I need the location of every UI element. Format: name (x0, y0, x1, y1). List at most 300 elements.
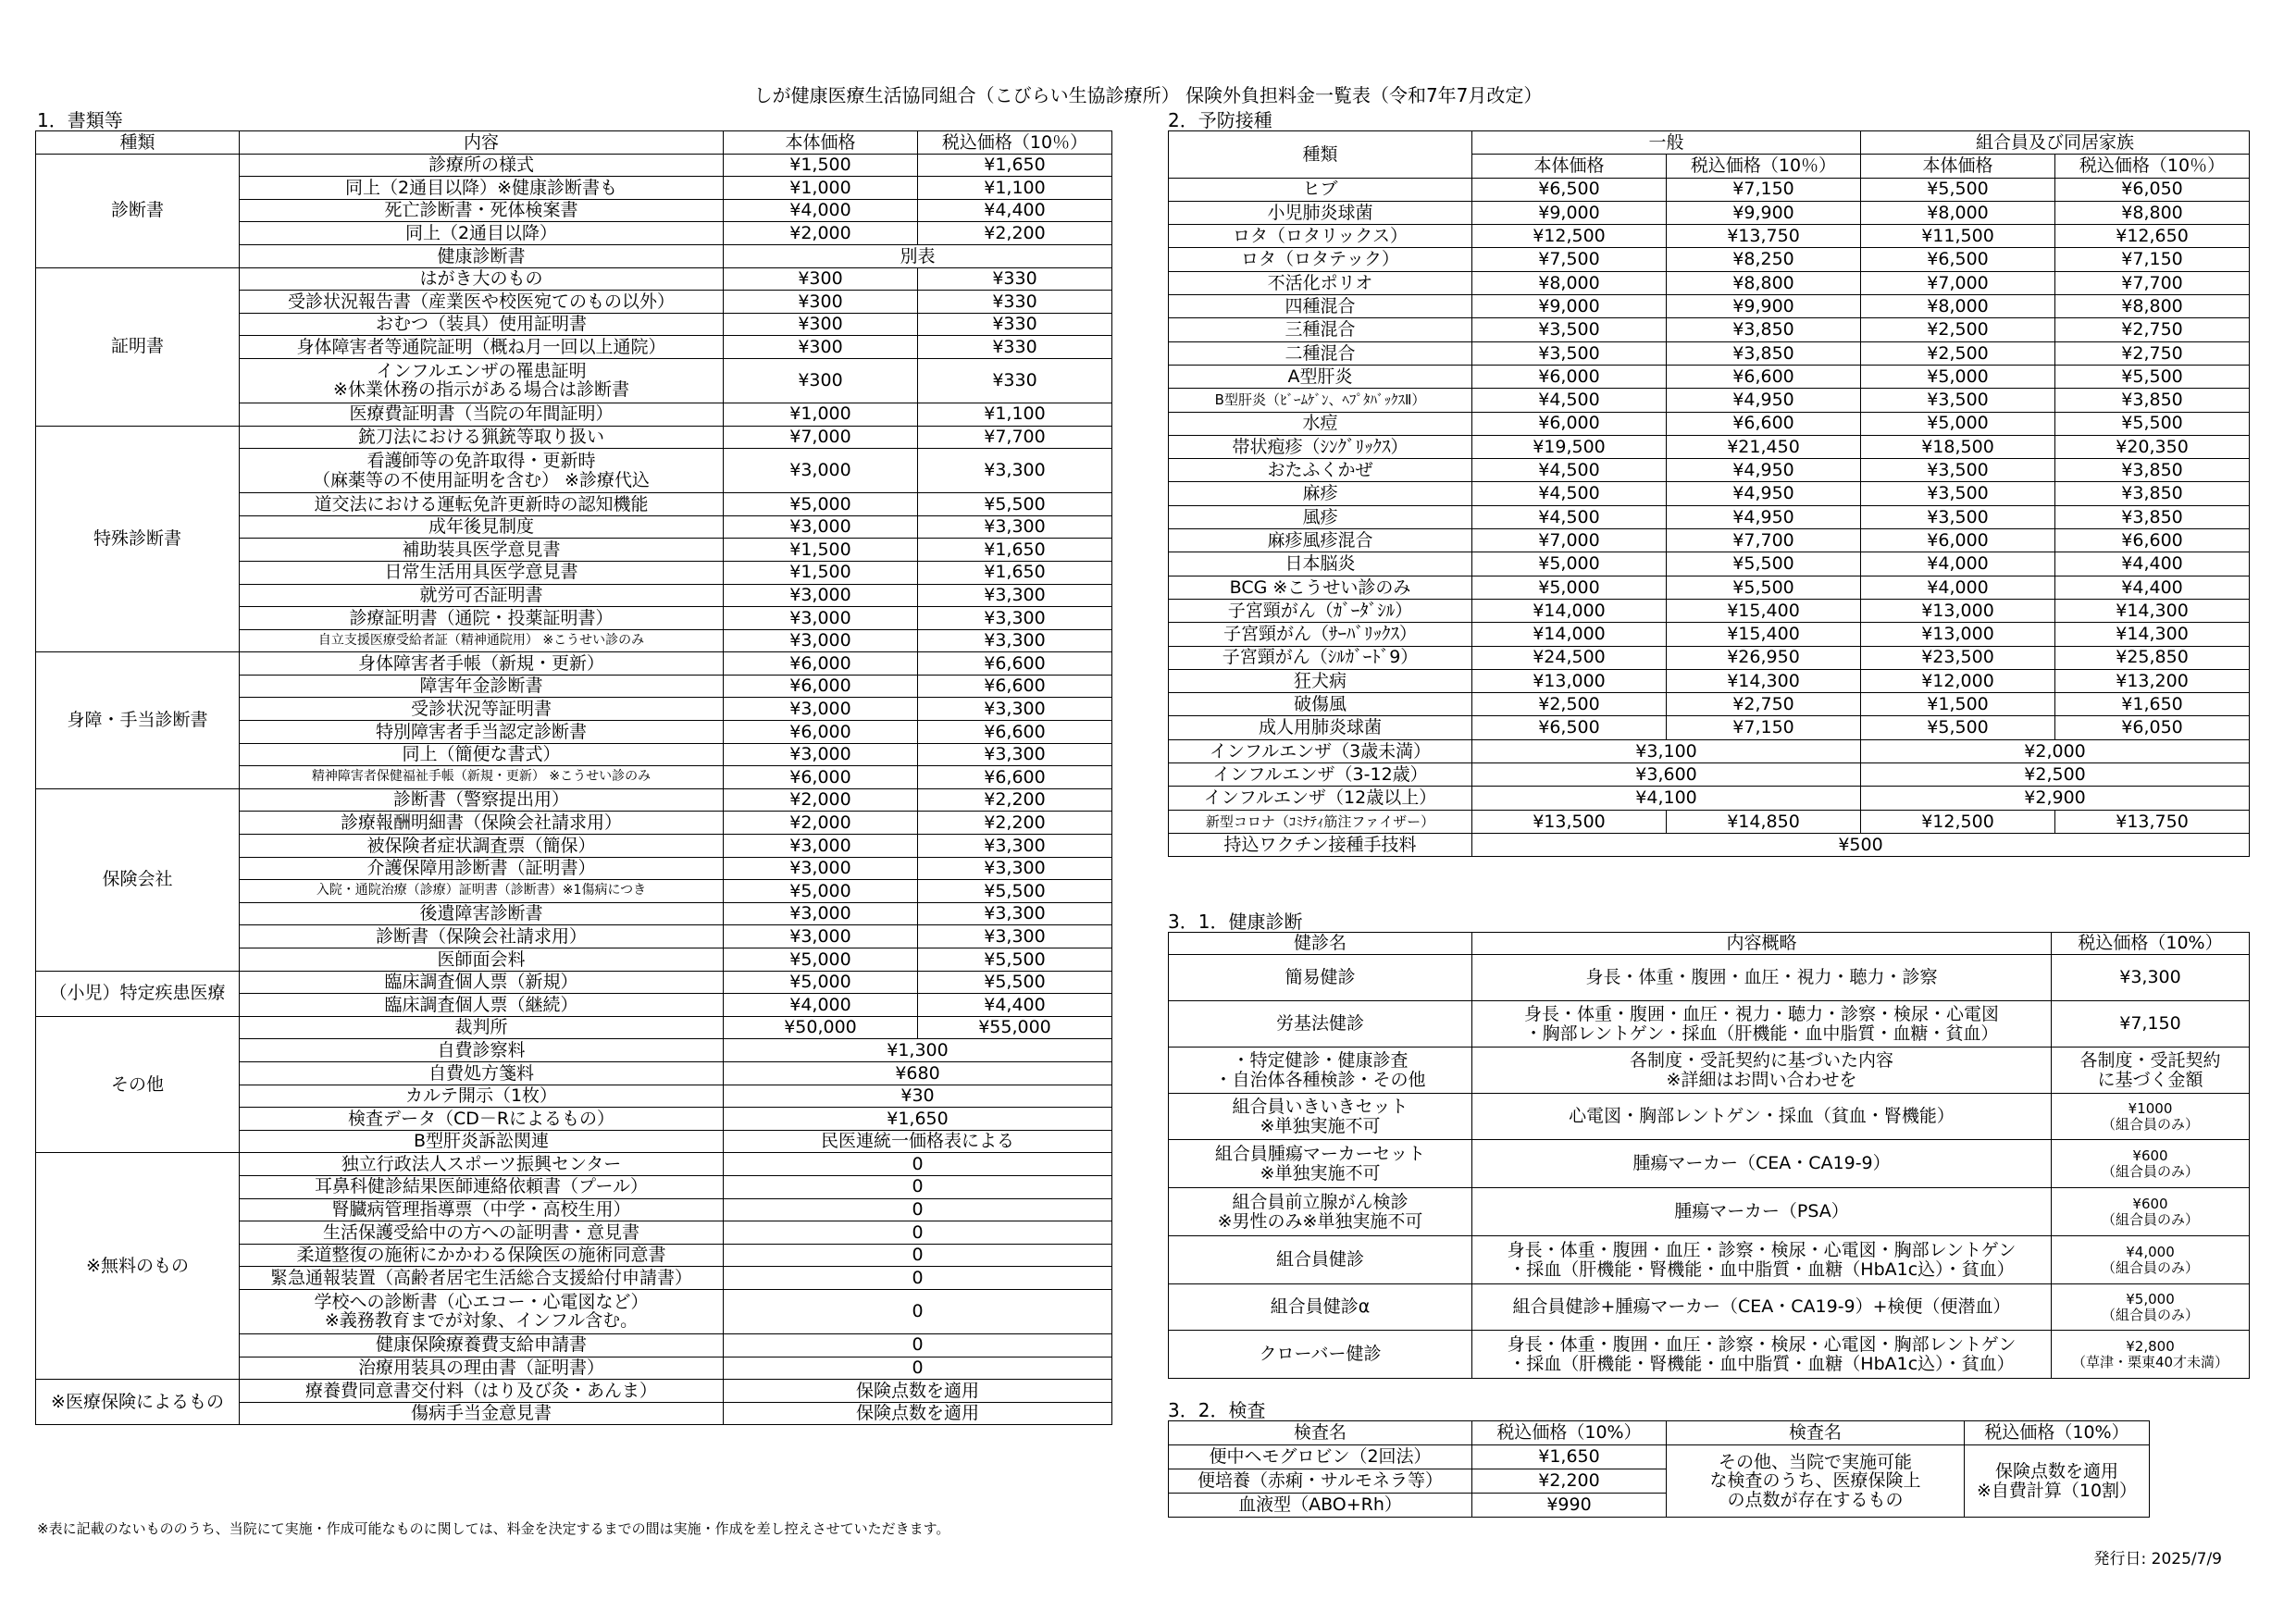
vaccine-price: ¥14,850 (1667, 810, 1861, 833)
vaccine-price: ¥3,850 (2055, 389, 2250, 412)
vaccine-price: ¥8,000 (1861, 295, 2055, 318)
text-line: 組合員いきいきセット (1232, 1096, 1409, 1117)
text-line: （組合員のみ） (2101, 1306, 2199, 1323)
base-price: ¥3,000 (724, 698, 918, 721)
text-line: の点数が存在するもの (1727, 1489, 1904, 1510)
item-content: 被保険者症状調査票（簡保） (240, 835, 724, 858)
test-name: 便中ヘモグロビン（2回法） (1169, 1445, 1472, 1469)
item-content (240, 358, 724, 403)
tax-price: ¥1,650 (918, 154, 1112, 177)
item-content: 補助装具医学意見書 (240, 539, 724, 562)
tax-price: ¥330 (918, 267, 1112, 291)
vaccine-price: ¥6,600 (1667, 365, 1861, 388)
base-price: ¥1,000 (724, 177, 918, 200)
vaccine-price: ¥12,650 (2055, 225, 2250, 248)
text-line: ※詳細はお問い合わせを (1666, 1069, 1857, 1090)
base-price: ¥5,000 (724, 493, 918, 516)
text-line: 組合員健診α (1270, 1296, 1371, 1318)
item-content: 精神障害者保健福祉手帳（新規・更新） ※こうせい診のみ (240, 766, 724, 789)
vaccine-price: ¥7,150 (2055, 248, 2250, 271)
table-row (1169, 1048, 2250, 1094)
vaccine-price: ¥14,300 (2055, 599, 2250, 622)
category-label: 証明書 (36, 267, 240, 426)
tax-price: ¥3,300 (918, 449, 1112, 493)
vaccine-price: ¥13,750 (2055, 810, 2250, 833)
column-header: 健診名 (1169, 933, 1472, 955)
table-row (1169, 318, 2250, 341)
vaccine-price: ¥9,900 (1667, 295, 1861, 318)
vaccine-price: ¥6,500 (1472, 716, 1667, 739)
table-row (1169, 459, 2250, 482)
text-line: 身長・体重・腹囲・血圧・診察・検尿・心電図・胸部レントゲン (1507, 1239, 2017, 1260)
vaccine-price: ¥4,950 (1667, 389, 1861, 412)
item-content: カルテ開示（1枚） (240, 1085, 724, 1108)
base-price: ¥2,000 (724, 222, 918, 245)
price-merged: 0 (724, 1221, 1112, 1245)
table-row (36, 652, 1112, 676)
tax-price: ¥6,600 (918, 721, 1112, 744)
item-content: 緊急通報装置（高齢者居宅生活総合支援給付申請書） (240, 1267, 724, 1290)
vaccine-price: ¥19,500 (1472, 435, 1667, 458)
text-line: 学校への診断書（心エコー・心電図など） (314, 1291, 649, 1312)
header-row (36, 131, 1112, 155)
text-line: 腫瘍マーカー（PSA） (1674, 1201, 1849, 1222)
price-merged: ¥30 (724, 1085, 1112, 1108)
vaccine-price: ¥4,400 (2055, 552, 2250, 576)
item-content: 身体障害者手帳（新規・更新） (240, 652, 724, 676)
base-price: ¥300 (724, 336, 918, 359)
checkup-price (2052, 1048, 2250, 1094)
item-content: 生活保護受給中の方への証明書・意見書 (240, 1221, 724, 1245)
item-content: 同上（2通目以降） (240, 222, 724, 245)
text-line: ¥3,300 (2119, 967, 2181, 988)
price-merged: ¥680 (724, 1061, 1112, 1085)
issue-date: 発行日: 2025/7/9 (2093, 1550, 2222, 1568)
category-label: ※医療保険によるもの (36, 1380, 240, 1425)
text-line: （草津・栗東40才未満） (2071, 1353, 2229, 1370)
vaccine-name: おたふくかぜ (1169, 459, 1472, 482)
vaccine-price: ¥6,600 (2055, 529, 2250, 552)
table-row (1169, 389, 2250, 412)
table-row (1169, 716, 2250, 739)
column-header: 税込価格（10％） (2055, 155, 2250, 178)
vaccine-price: ¥8,800 (1667, 271, 1861, 294)
test-price: ¥990 (1472, 1494, 1667, 1518)
tax-price: ¥330 (918, 358, 1112, 403)
text-line: ・採血（肝機能・腎機能・血中脂質・血糖（HbA1c込）・貧血） (1508, 1258, 2015, 1280)
vaccine-name: 小児肺炎球菌 (1169, 201, 1472, 224)
general-price: ¥3,100 (1472, 739, 1861, 762)
table-row (1169, 295, 2250, 318)
tax-price: ¥2,200 (918, 222, 1112, 245)
vaccine-name: ヒブ (1169, 178, 1472, 201)
vaccine-price: ¥13,000 (1861, 623, 2055, 646)
tax-price: ¥5,500 (918, 880, 1112, 903)
table-row (1169, 955, 2250, 1001)
base-price: ¥3,000 (724, 857, 918, 880)
vaccine-name: 新型コロナ（ｺﾐﾅﾃｨ筋注ファイザー） (1169, 810, 1472, 833)
vaccine-price: ¥7,000 (1861, 271, 2055, 294)
vaccine-name: A型肝炎 (1169, 365, 1472, 388)
text-line: インフルエンザの罹患証明 (376, 360, 587, 381)
vaccine-price: ¥3,500 (1861, 389, 2055, 412)
item-content: 介護保障用診断書（証明書） (240, 857, 724, 880)
checkup-detail (1472, 1331, 2052, 1379)
item-content: 柔道整復の施術にかかわる保険医の施術同意書 (240, 1244, 724, 1267)
category-label: 保険会社 (36, 788, 240, 971)
vaccine-price: ¥3,850 (2055, 482, 2250, 505)
tax-price: ¥3,300 (918, 835, 1112, 858)
vaccine-name: ロタ（ロタテック） (1169, 248, 1472, 271)
tax-price: ¥55,000 (918, 1016, 1112, 1039)
tax-price: ¥3,300 (918, 902, 1112, 925)
vaccine-price: ¥3,500 (1861, 459, 2055, 482)
text-line: ・自治体各種検診・その他 (1214, 1069, 1426, 1090)
tax-price: ¥2,200 (918, 812, 1112, 835)
item-content: 日常生活用具医学意見書 (240, 561, 724, 584)
vaccine-name: 水痘 (1169, 412, 1472, 435)
vaccine-price: ¥2,500 (1861, 341, 2055, 365)
vaccine-name: 成人用肺炎球菌 (1169, 716, 1472, 739)
column-header: 一般 (1472, 131, 1861, 155)
vaccine-price: ¥6,000 (1861, 529, 2055, 552)
column-header: 本体価格 (1472, 155, 1667, 178)
vaccine-name: 子宮頸がん（ｼﾙｶﾞｰﾄﾞ9） (1169, 646, 1472, 669)
vaccine-price: ¥5,000 (1472, 576, 1667, 599)
documents-table (35, 130, 1112, 1425)
base-price: ¥6,000 (724, 652, 918, 676)
base-price: ¥5,000 (724, 948, 918, 972)
table-row (1169, 810, 2250, 833)
vaccine-price: ¥6,000 (1472, 412, 1667, 435)
table-row (1169, 248, 2250, 271)
base-price: ¥5,000 (724, 971, 918, 994)
column-header: 内容 (240, 131, 724, 155)
category-label: その他 (36, 1016, 240, 1153)
vaccine-name: 子宮頸がん（ｶﾞｰﾀﾞｼﾙ） (1169, 599, 1472, 622)
member-price: ¥2,500 (1861, 763, 2250, 787)
vaccine-price: ¥5,500 (1861, 178, 2055, 201)
text-line: その他、当院で実施可能 (1718, 1451, 1912, 1472)
vaccine-price: ¥3,850 (2055, 459, 2250, 482)
checkup-name (1169, 1284, 1472, 1331)
item-content: 入院・通院治療（診療）証明書（診断書）※1傷病につき (240, 880, 724, 903)
vaccine-price: ¥20,350 (2055, 435, 2250, 458)
test-name: 血液型（ABO+Rh） (1169, 1494, 1472, 1518)
tests-table (1168, 1420, 2150, 1518)
test-name: 便培養（赤痢・サルモネラ等） (1169, 1469, 1472, 1494)
text-line: ※義務教育までが対象、インフル含む。 (324, 1310, 639, 1332)
item-content: 診療所の様式 (240, 154, 724, 177)
checkup-price (2052, 1236, 2250, 1284)
item-content: 独立行政法人スポーツ振興センター (240, 1153, 724, 1176)
tax-price: ¥3,300 (918, 698, 1112, 721)
base-price: ¥3,000 (724, 743, 918, 766)
text-line: 組合員健診+腫瘍マーカー（CEA・CA19-9）+検便（便潜血） (1512, 1296, 2011, 1318)
category-label: 診断書 (36, 154, 240, 267)
checkup-name (1169, 1188, 1472, 1236)
base-price: ¥3,000 (724, 515, 918, 539)
tax-price: ¥330 (918, 336, 1112, 359)
vaccine-price: ¥12,000 (1861, 669, 2055, 692)
table-row (1169, 599, 2250, 622)
vaccine-name: 二種混合 (1169, 341, 1472, 365)
price-merged: 0 (724, 1357, 1112, 1380)
base-price: ¥6,000 (724, 675, 918, 698)
vaccination-table (1168, 130, 2250, 857)
table-row (1169, 693, 2250, 716)
tax-price: ¥1,650 (918, 539, 1112, 562)
vaccine-name: 狂犬病 (1169, 669, 1472, 692)
checkup-price (2052, 1140, 2250, 1188)
vaccine-price: ¥8,800 (2055, 295, 2250, 318)
text-line: ¥4,000 (2126, 1244, 2175, 1261)
text-line: に基づく金額 (2097, 1069, 2203, 1090)
vaccine-price: ¥4,400 (2055, 576, 2250, 599)
text-line: 労基法健診 (1275, 1013, 1364, 1035)
text-line: （組合員のみ） (2101, 1115, 2199, 1133)
category-label: 身障・手当診断書 (36, 652, 240, 789)
tax-price: ¥6,600 (918, 675, 1112, 698)
tax-price: ¥3,300 (918, 607, 1112, 630)
vaccine-price: ¥3,850 (1667, 318, 1861, 341)
item-content: 腎臓病管理指導票（中学・高校生用） (240, 1198, 724, 1221)
text-line: ・胸部レントゲン・採血（肝機能・血中脂質・血糖・貧血） (1524, 1023, 1999, 1044)
vaccine-price: ¥5,000 (1472, 552, 1667, 576)
text-line: （麻薬等の不使用証明を含む） ※診療代込 (313, 469, 650, 490)
text-line: （組合員のみ） (2101, 1162, 2199, 1180)
text-line: 看護師等の免許取得・更新時 (366, 451, 596, 472)
price-merged: 0 (724, 1175, 1112, 1198)
vaccine-price: ¥2,500 (1861, 318, 2055, 341)
checkup-price (2052, 1284, 2250, 1331)
table-row (36, 1153, 1112, 1176)
item-content: 耳鼻科健診結果医師連絡依頼書（プール） (240, 1175, 724, 1198)
table-row (1169, 763, 2250, 787)
item-content: 診療証明書（通院・投薬証明書） (240, 607, 724, 630)
vaccine-price: ¥12,500 (1472, 225, 1667, 248)
vaccine-price: ¥500 (1472, 833, 2250, 856)
price-merged: 0 (724, 1289, 1112, 1333)
tax-price: ¥1,650 (918, 561, 1112, 584)
table-row (36, 1016, 1112, 1039)
vaccine-name: B型肝炎（ﾋﾞｰﾑｹﾞﾝ、ﾍﾌﾟﾀﾊﾞｯｸｽⅡ） (1169, 389, 1472, 412)
item-content: 健康診断書 (240, 244, 724, 267)
base-price: ¥6,000 (724, 766, 918, 789)
item-content: 受診状況等証明書 (240, 698, 724, 721)
base-price: ¥1,500 (724, 154, 918, 177)
vaccine-price: ¥4,500 (1472, 505, 1667, 528)
vaccine-price: ¥3,500 (1472, 318, 1667, 341)
table-row (1169, 1094, 2250, 1140)
vaccine-price: ¥14,000 (1472, 623, 1667, 646)
table-row (1169, 739, 2250, 762)
vaccine-price: ¥6,500 (1472, 178, 1667, 201)
table-row (1169, 833, 2250, 856)
tax-price: ¥330 (918, 313, 1112, 336)
tax-price: ¥5,500 (918, 493, 1112, 516)
vaccine-price: ¥5,500 (1667, 576, 1861, 599)
item-content: 傷病手当金意見書 (240, 1402, 724, 1425)
item-content: はがき大のもの (240, 267, 724, 291)
table-row (1169, 201, 2250, 224)
vaccine-price: ¥3,500 (1861, 505, 2055, 528)
vaccine-price: ¥5,000 (1861, 412, 2055, 435)
vaccine-price: ¥23,500 (1861, 646, 2055, 669)
table-row (1169, 1001, 2250, 1048)
tax-price: ¥6,600 (918, 766, 1112, 789)
base-price: ¥1,500 (724, 539, 918, 562)
tax-price: ¥3,300 (918, 925, 1112, 948)
table-row (36, 788, 1112, 812)
vaccine-price: ¥5,500 (2055, 412, 2250, 435)
text-line: 身長・体重・腹囲・血圧・視力・聴力・診察・検尿・心電図 (1523, 1003, 1999, 1024)
vaccine-price: ¥4,000 (1861, 552, 2055, 576)
table-row (1169, 482, 2250, 505)
tax-price: ¥1,100 (918, 177, 1112, 200)
text-line: 各制度・受託契約に基づいた内容 (1629, 1049, 1893, 1071)
text-line: ¥600 (2132, 1147, 2168, 1165)
table-row (1169, 225, 2250, 248)
vaccine-price: ¥4,950 (1667, 482, 1861, 505)
table-row (1169, 1331, 2250, 1379)
vaccine-price: ¥4,950 (1667, 459, 1861, 482)
vaccine-name: 四種混合 (1169, 295, 1472, 318)
table-row (1169, 552, 2250, 576)
item-content: 同上（2通目以降）※健康診断書も (240, 177, 724, 200)
table-row (1169, 576, 2250, 599)
vaccine-price: ¥25,850 (2055, 646, 2250, 669)
vaccine-price: ¥6,600 (1667, 412, 1861, 435)
tax-price: ¥2,200 (918, 788, 1112, 812)
price-merged: 0 (724, 1333, 1112, 1357)
vaccine-price: ¥4,950 (1667, 505, 1861, 528)
table-row (1169, 646, 2250, 669)
text-line: ¥600 (2132, 1196, 2168, 1213)
tax-price: ¥3,300 (918, 515, 1112, 539)
member-price: ¥2,900 (1861, 787, 2250, 810)
vaccine-price: ¥5,000 (1861, 365, 2055, 388)
base-price: ¥3,000 (724, 449, 918, 493)
base-price: ¥300 (724, 291, 918, 314)
text-line: 保険点数を適用 (1994, 1460, 2118, 1481)
tax-price: ¥3,300 (918, 857, 1112, 880)
item-content: 障害年金診断書 (240, 675, 724, 698)
item-content: 道交法における運転免許更新時の認知機能 (240, 493, 724, 516)
table-row (1169, 1284, 2250, 1331)
column-header: 税込価格（10％） (1667, 155, 1861, 178)
footnote: ※表に記載のないもののうち、当院にて実施・作成可能なものに関しては、料金を決定するまでの間は実施・作成を差し控えさせていただきます。 (37, 1520, 950, 1537)
price-merged: 0 (724, 1198, 1112, 1221)
checkup-detail (1472, 1001, 2052, 1048)
table-row (1169, 529, 2250, 552)
item-content: 後遺障害診断書 (240, 902, 724, 925)
member-price: ¥2,000 (1861, 739, 2250, 762)
vaccine-name: BCG ※こうせい診のみ (1169, 576, 1472, 599)
other-tests-price (1965, 1445, 2150, 1518)
category-label: 特殊診断書 (36, 426, 240, 652)
vaccine-price: ¥7,500 (1472, 248, 1667, 271)
table-row (1169, 1236, 2250, 1284)
vaccine-name: 三種混合 (1169, 318, 1472, 341)
checkup-name (1169, 1048, 1472, 1094)
vaccine-price: ¥3,850 (2055, 505, 2250, 528)
tax-price: ¥5,500 (918, 948, 1112, 972)
item-content: 診断書（警察提出用） (240, 788, 724, 812)
vaccine-price: ¥6,500 (1861, 248, 2055, 271)
item-content: 裁判所 (240, 1016, 724, 1039)
vaccine-price: ¥12,500 (1861, 810, 2055, 833)
table-row (1169, 1188, 2250, 1236)
text-line: ※自費計算（10割） (1976, 1480, 2138, 1501)
vaccine-price: ¥6,000 (1472, 365, 1667, 388)
vaccine-price: ¥3,500 (1472, 341, 1667, 365)
vaccine-price: ¥9,000 (1472, 295, 1667, 318)
table-row (1169, 669, 2250, 692)
column-header: 税込価格（10%） (2052, 933, 2250, 955)
vaccine-price: ¥13,000 (1861, 599, 2055, 622)
table-row (1169, 505, 2250, 528)
base-price: ¥3,000 (724, 925, 918, 948)
table-row (1169, 1140, 2250, 1188)
table-row (36, 154, 1112, 177)
column-header: 種類 (36, 131, 240, 155)
base-price: ¥3,000 (724, 902, 918, 925)
checkup-name (1169, 1331, 1472, 1379)
text-line: 組合員健診 (1275, 1249, 1364, 1271)
base-price: ¥3,000 (724, 629, 918, 652)
table-row (1169, 271, 2250, 294)
base-price: ¥5,000 (724, 880, 918, 903)
text-line: 心電図・胸部レントゲン・採血（貧血・腎機能） (1569, 1106, 1955, 1127)
tax-price: ¥330 (918, 291, 1112, 314)
item-content: 自費診察料 (240, 1039, 724, 1062)
text-line: （組合員のみ） (2101, 1258, 2199, 1276)
item-content: 治療用装具の理由書（証明書） (240, 1357, 724, 1380)
vaccine-price: ¥5,500 (1667, 552, 1861, 576)
section1-heading: 1．書類等 (37, 109, 123, 131)
vaccine-price: ¥13,200 (2055, 669, 2250, 692)
checkup-name (1169, 955, 1472, 1001)
price-merged: 0 (724, 1153, 1112, 1176)
section31-heading: 3．1．健康診断 (1168, 911, 1303, 933)
text-line: 身長・体重・腹囲・血圧・診察・検尿・心電図・胸部レントゲン (1507, 1333, 2017, 1355)
header-row (1169, 1421, 2150, 1445)
column-header: 税込価格（10%） (1965, 1421, 2150, 1445)
price-merged: 保険点数を適用 (724, 1380, 1112, 1403)
checkup-detail (1472, 1188, 2052, 1236)
item-content: 同上（簡便な書式） (240, 743, 724, 766)
text-line: ¥2,800 (2126, 1338, 2175, 1356)
tax-price: ¥3,300 (918, 584, 1112, 607)
header-row (1169, 131, 2250, 155)
base-price: ¥300 (724, 267, 918, 291)
vaccine-name: 破傷風 (1169, 693, 1472, 716)
item-content: 診療報酬明細書（保険会社請求用） (240, 812, 724, 835)
column-header: 内容概略 (1472, 933, 2052, 955)
vaccine-name: インフルエンザ（3歳未満） (1169, 739, 1472, 762)
text-line: ¥7,150 (2119, 1013, 2181, 1035)
vaccine-price: ¥15,400 (1667, 599, 1861, 622)
text-line: ※男性のみ※単独実施不可 (1217, 1210, 1423, 1232)
column-header: 税込価格（10%） (1472, 1421, 1667, 1445)
text-line: 身長・体重・腹囲・血圧・視力・聴力・診察 (1585, 967, 1938, 988)
checkup-name (1169, 1236, 1472, 1284)
base-price: ¥1,500 (724, 561, 918, 584)
vaccine-name: 子宮頸がん（ｻｰﾊﾞﾘｯｸｽ） (1169, 623, 1472, 646)
checkup-detail (1472, 1048, 2052, 1094)
checkup-name (1169, 1001, 1472, 1048)
